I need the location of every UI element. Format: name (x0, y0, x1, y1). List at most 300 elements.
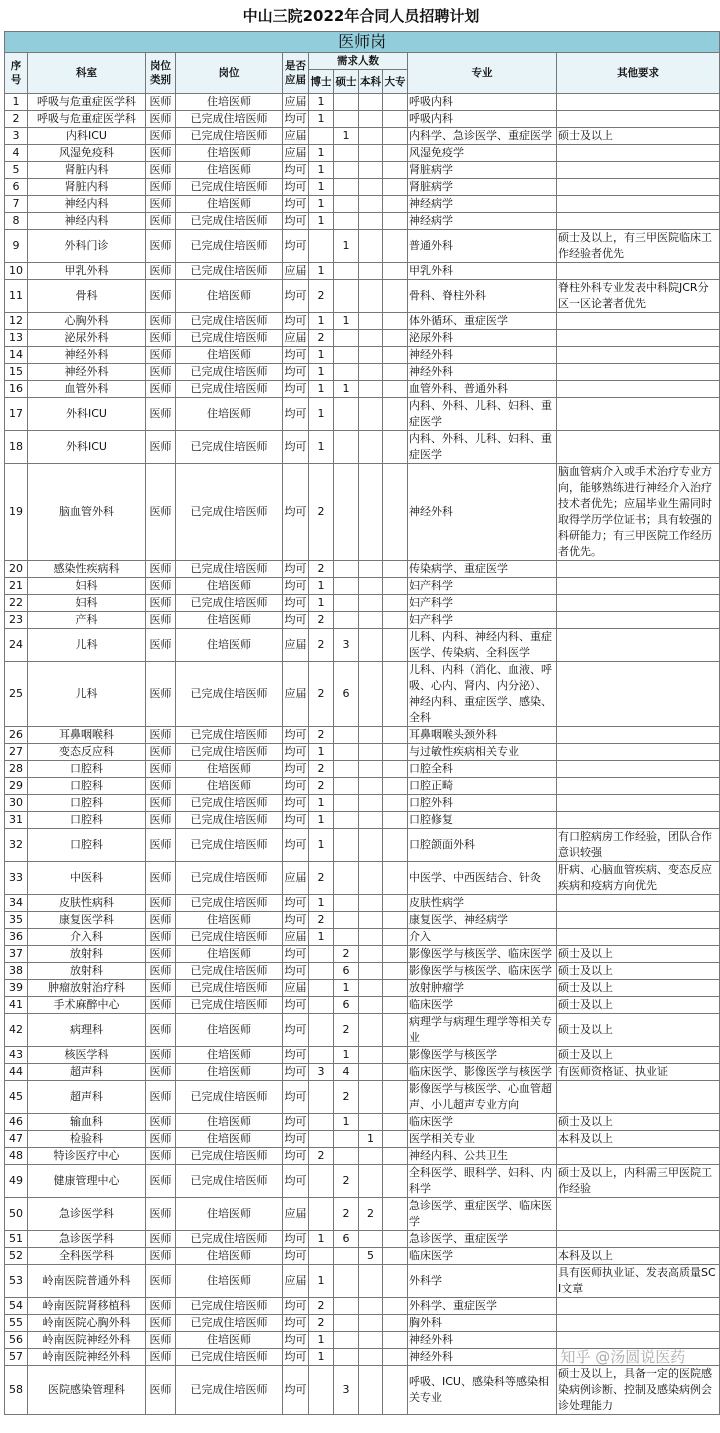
cell-master (334, 561, 359, 578)
cell-position: 已完成住培医师 (176, 263, 283, 280)
cell-category: 医师 (146, 929, 176, 946)
header-other: 其他要求 (557, 53, 720, 94)
cell-college (383, 381, 408, 398)
cell-other: 硕士及以上 (557, 1114, 720, 1131)
cell-position: 住培医师 (176, 1064, 283, 1081)
cell-other (557, 1349, 720, 1366)
cell-dept: 神经外科 (28, 347, 146, 364)
cell-position: 住培医师 (176, 1332, 283, 1349)
cell-phd (309, 997, 334, 1014)
header-seq: 序号 (5, 53, 28, 94)
cell-other (557, 778, 720, 795)
cell-seq: 30 (5, 795, 28, 812)
cell-bachelor: 1 (359, 1131, 383, 1148)
cell-position: 已完成住培医师 (176, 929, 283, 946)
cell-other (557, 561, 720, 578)
table-row (5, 862, 720, 895)
cell-bachelor (359, 1315, 383, 1332)
cell-seq: 51 (5, 1231, 28, 1248)
cell-other (557, 1332, 720, 1349)
cell-other (557, 812, 720, 829)
cell-college (383, 280, 408, 313)
cell-college (383, 895, 408, 912)
cell-bachelor (359, 963, 383, 980)
cell-master (334, 929, 359, 946)
cell-fresh: 均可 (283, 1332, 309, 1349)
cell-category: 医师 (146, 1165, 176, 1198)
header-bachelor: 本科 (359, 70, 383, 94)
cell-seq: 4 (5, 145, 28, 162)
cell-category: 医师 (146, 94, 176, 111)
column-header-row (5, 53, 720, 70)
cell-dept: 儿科 (28, 629, 146, 662)
cell-dept: 变态反应科 (28, 744, 146, 761)
cell-major: 泌尿外科 (408, 330, 557, 347)
cell-position: 住培医师 (176, 1114, 283, 1131)
header-college: 大专 (383, 70, 408, 94)
cell-category: 医师 (146, 1014, 176, 1047)
cell-other: 有医师资格证、执业证 (557, 1064, 720, 1081)
cell-bachelor (359, 1114, 383, 1131)
cell-major: 口腔外科 (408, 795, 557, 812)
cell-master (334, 744, 359, 761)
cell-fresh: 均可 (283, 196, 309, 213)
table-row (5, 946, 720, 963)
cell-dept: 骨科 (28, 280, 146, 313)
cell-fresh: 应届 (283, 1265, 309, 1298)
cell-seq: 8 (5, 213, 28, 230)
cell-phd: 2 (309, 330, 334, 347)
cell-major: 胸外科 (408, 1315, 557, 1332)
cell-college (383, 862, 408, 895)
cell-position: 已完成住培医师 (176, 561, 283, 578)
cell-bachelor (359, 1081, 383, 1114)
cell-phd (309, 946, 334, 963)
cell-major: 病理学与病理生理学等相关专业 (408, 1014, 557, 1047)
cell-category: 医师 (146, 1366, 176, 1415)
cell-college (383, 464, 408, 561)
cell-major: 影像医学与核医学、心血管超声、小儿超声专业方向 (408, 1081, 557, 1114)
cell-bachelor (359, 464, 383, 561)
cell-category: 医师 (146, 1349, 176, 1366)
cell-major: 口腔正畸 (408, 778, 557, 795)
header-master: 硕士 (334, 70, 359, 94)
cell-fresh: 均可 (283, 381, 309, 398)
cell-phd: 1 (309, 196, 334, 213)
cell-major: 临床医学 (408, 997, 557, 1014)
cell-seq: 23 (5, 612, 28, 629)
cell-bachelor (359, 162, 383, 179)
cell-fresh: 均可 (283, 595, 309, 612)
cell-phd: 1 (309, 595, 334, 612)
cell-fresh: 均可 (283, 812, 309, 829)
table-row (5, 464, 720, 561)
cell-position: 已完成住培医师 (176, 213, 283, 230)
cell-college (383, 595, 408, 612)
cell-category: 医师 (146, 761, 176, 778)
cell-major: 呼吸、ICU、感染科等感染相关专业 (408, 1366, 557, 1415)
cell-position: 住培医师 (176, 398, 283, 431)
cell-category: 医师 (146, 179, 176, 196)
cell-major: 临床医学 (408, 1248, 557, 1265)
cell-master (334, 829, 359, 862)
table-row (5, 364, 720, 381)
table-row (5, 1047, 720, 1064)
cell-dept: 放射科 (28, 963, 146, 980)
cell-bachelor (359, 179, 383, 196)
cell-bachelor (359, 595, 383, 612)
cell-seq: 41 (5, 997, 28, 1014)
cell-phd: 1 (309, 1265, 334, 1298)
table-row (5, 263, 720, 280)
cell-bachelor (359, 196, 383, 213)
cell-major: 神经外科 (408, 347, 557, 364)
cell-other (557, 94, 720, 111)
cell-phd: 2 (309, 1315, 334, 1332)
cell-fresh: 应届 (283, 662, 309, 727)
cell-category: 医师 (146, 313, 176, 330)
cell-other (557, 629, 720, 662)
cell-phd (309, 1131, 334, 1148)
cell-seq: 13 (5, 330, 28, 347)
cell-category: 医师 (146, 778, 176, 795)
cell-dept: 感染性疾病科 (28, 561, 146, 578)
cell-other (557, 431, 720, 464)
recruitment-table (4, 31, 720, 1415)
cell-phd: 1 (309, 347, 334, 364)
cell-category: 医师 (146, 1064, 176, 1081)
cell-phd: 1 (309, 929, 334, 946)
cell-seq: 24 (5, 629, 28, 662)
cell-college (383, 398, 408, 431)
cell-seq: 11 (5, 280, 28, 313)
cell-bachelor (359, 1349, 383, 1366)
cell-master (334, 111, 359, 128)
cell-fresh: 应届 (283, 145, 309, 162)
cell-position: 已完成住培医师 (176, 364, 283, 381)
cell-bachelor (359, 1165, 383, 1198)
cell-seq: 36 (5, 929, 28, 946)
cell-seq: 20 (5, 561, 28, 578)
cell-college (383, 145, 408, 162)
cell-category: 医师 (146, 1315, 176, 1332)
cell-other (557, 179, 720, 196)
cell-bachelor (359, 280, 383, 313)
cell-phd: 2 (309, 280, 334, 313)
table-row (5, 347, 720, 364)
cell-college (383, 829, 408, 862)
table-row (5, 1131, 720, 1148)
cell-major: 全科医学、眼科学、妇科、内科学 (408, 1165, 557, 1198)
cell-seq: 34 (5, 895, 28, 912)
cell-master (334, 578, 359, 595)
cell-college (383, 1332, 408, 1349)
cell-master (334, 895, 359, 912)
cell-position: 已完成住培医师 (176, 980, 283, 997)
cell-seq: 7 (5, 196, 28, 213)
cell-major: 风湿免疫学 (408, 145, 557, 162)
cell-bachelor (359, 980, 383, 997)
cell-fresh: 均可 (283, 398, 309, 431)
cell-seq: 47 (5, 1131, 28, 1148)
cell-category: 医师 (146, 1047, 176, 1064)
cell-dept: 肿瘤放射治疗科 (28, 980, 146, 997)
cell-master: 1 (334, 1114, 359, 1131)
cell-bachelor (359, 111, 383, 128)
cell-phd (309, 1114, 334, 1131)
table-row (5, 1231, 720, 1248)
cell-fresh: 均可 (283, 1248, 309, 1265)
cell-major: 呼吸内科 (408, 111, 557, 128)
cell-fresh: 均可 (283, 431, 309, 464)
cell-bachelor (359, 812, 383, 829)
table-row (5, 280, 720, 313)
cell-category: 医师 (146, 595, 176, 612)
cell-category: 医师 (146, 111, 176, 128)
cell-seq: 33 (5, 862, 28, 895)
cell-dept: 肾脏内科 (28, 179, 146, 196)
cell-phd: 1 (309, 94, 334, 111)
cell-category: 医师 (146, 1131, 176, 1148)
cell-position: 住培医师 (176, 347, 283, 364)
cell-college (383, 347, 408, 364)
cell-dept: 岭南医院心胸外科 (28, 1315, 146, 1332)
cell-other: 硕士及以上，有三甲医院临床工作经验者优先 (557, 230, 720, 263)
cell-other (557, 162, 720, 179)
cell-other (557, 1081, 720, 1114)
cell-bachelor (359, 431, 383, 464)
cell-major: 外科学 (408, 1265, 557, 1298)
cell-position: 已完成住培医师 (176, 727, 283, 744)
cell-seq: 28 (5, 761, 28, 778)
cell-position: 已完成住培医师 (176, 744, 283, 761)
document-title: 中山三院2022年合同人员招聘计划 (242, 7, 480, 25)
cell-category: 医师 (146, 727, 176, 744)
cell-college (383, 629, 408, 662)
cell-college (383, 761, 408, 778)
cell-master (334, 330, 359, 347)
cell-phd: 2 (309, 629, 334, 662)
cell-fresh: 均可 (283, 946, 309, 963)
cell-major: 口腔修复 (408, 812, 557, 829)
cell-dept: 放射科 (28, 946, 146, 963)
cell-master (334, 196, 359, 213)
cell-college (383, 1231, 408, 1248)
cell-college (383, 946, 408, 963)
cell-phd: 1 (309, 162, 334, 179)
cell-dept: 脑血管外科 (28, 464, 146, 561)
cell-college (383, 111, 408, 128)
cell-bachelor: 2 (359, 1198, 383, 1231)
cell-master (334, 94, 359, 111)
cell-category: 医师 (146, 1081, 176, 1114)
cell-bachelor (359, 263, 383, 280)
table-row (5, 431, 720, 464)
cell-seq: 54 (5, 1298, 28, 1315)
cell-seq: 35 (5, 912, 28, 929)
cell-other: 肝病、心脑血管疾病、变态反应疾病和疫病方向优先 (557, 862, 720, 895)
header-dept: 科室 (28, 53, 146, 94)
table-row (5, 1349, 720, 1366)
cell-bachelor (359, 145, 383, 162)
cell-seq: 9 (5, 230, 28, 263)
cell-fresh: 均可 (283, 1064, 309, 1081)
cell-major: 神经病学 (408, 196, 557, 213)
cell-master (334, 912, 359, 929)
cell-other (557, 662, 720, 727)
cell-position: 已完成住培医师 (176, 662, 283, 727)
cell-category: 医师 (146, 145, 176, 162)
cell-phd (309, 1047, 334, 1064)
cell-position: 住培医师 (176, 629, 283, 662)
cell-dept: 血管外科 (28, 381, 146, 398)
cell-category: 医师 (146, 1265, 176, 1298)
cell-phd (309, 1014, 334, 1047)
cell-phd (309, 963, 334, 980)
cell-category: 医师 (146, 1332, 176, 1349)
table-row (5, 795, 720, 812)
cell-position: 已完成住培医师 (176, 1148, 283, 1165)
cell-bachelor (359, 313, 383, 330)
header-category: 岗位类别 (146, 53, 176, 94)
cell-bachelor (359, 561, 383, 578)
cell-other: 硕士及以上 (557, 128, 720, 145)
cell-category: 医师 (146, 744, 176, 761)
cell-seq: 58 (5, 1366, 28, 1415)
table-row (5, 1114, 720, 1131)
cell-category: 医师 (146, 578, 176, 595)
cell-position: 住培医师 (176, 145, 283, 162)
cell-phd: 2 (309, 778, 334, 795)
table-row (5, 912, 720, 929)
cell-phd: 1 (309, 431, 334, 464)
cell-college (383, 431, 408, 464)
cell-major: 内科、外科、儿科、妇科、重症医学 (408, 398, 557, 431)
cell-fresh: 应届 (283, 330, 309, 347)
table-row (5, 145, 720, 162)
cell-master (334, 179, 359, 196)
cell-dept: 呼吸与危重症医学科 (28, 111, 146, 128)
table-row (5, 94, 720, 111)
cell-dept: 康复医学科 (28, 912, 146, 929)
cell-fresh: 均可 (283, 1148, 309, 1165)
cell-college (383, 364, 408, 381)
cell-dept: 口腔科 (28, 778, 146, 795)
cell-fresh: 均可 (283, 1231, 309, 1248)
cell-dept: 产科 (28, 612, 146, 629)
cell-seq: 25 (5, 662, 28, 727)
cell-dept: 急诊医学科 (28, 1198, 146, 1231)
table-row (5, 561, 720, 578)
cell-phd: 1 (309, 213, 334, 230)
cell-major: 血管外科、普通外科 (408, 381, 557, 398)
cell-seq: 17 (5, 398, 28, 431)
cell-major: 肾脏病学 (408, 179, 557, 196)
cell-bachelor (359, 895, 383, 912)
cell-seq: 19 (5, 464, 28, 561)
cell-dept: 岭南医院普通外科 (28, 1265, 146, 1298)
cell-dept: 超声科 (28, 1081, 146, 1114)
cell-major: 妇产科学 (408, 595, 557, 612)
header-position: 岗位 (176, 53, 283, 94)
cell-seq: 46 (5, 1114, 28, 1131)
cell-college (383, 744, 408, 761)
cell-bachelor: 5 (359, 1248, 383, 1265)
section-header-row (5, 32, 720, 53)
cell-category: 医师 (146, 381, 176, 398)
cell-master (334, 1298, 359, 1315)
cell-category: 医师 (146, 912, 176, 929)
cell-fresh: 均可 (283, 347, 309, 364)
cell-category: 医师 (146, 963, 176, 980)
cell-master: 1 (334, 381, 359, 398)
cell-position: 已完成住培医师 (176, 1315, 283, 1332)
cell-seq: 56 (5, 1332, 28, 1349)
cell-other (557, 578, 720, 595)
cell-position: 已完成住培医师 (176, 431, 283, 464)
table-row (5, 727, 720, 744)
cell-fresh: 均可 (283, 1298, 309, 1315)
cell-master: 3 (334, 1366, 359, 1415)
cell-master (334, 398, 359, 431)
cell-master: 1 (334, 230, 359, 263)
table-row (5, 128, 720, 145)
cell-position: 已完成住培医师 (176, 595, 283, 612)
cell-seq: 42 (5, 1014, 28, 1047)
cell-seq: 3 (5, 128, 28, 145)
cell-major: 临床医学 (408, 1114, 557, 1131)
cell-fresh: 均可 (283, 313, 309, 330)
cell-position: 已完成住培医师 (176, 330, 283, 347)
table-row (5, 612, 720, 629)
cell-bachelor (359, 612, 383, 629)
cell-seq: 48 (5, 1148, 28, 1165)
table-row (5, 1298, 720, 1315)
table-row (5, 196, 720, 213)
cell-other (557, 1198, 720, 1231)
cell-major: 急诊医学、重症医学 (408, 1231, 557, 1248)
cell-fresh: 均可 (283, 1081, 309, 1114)
cell-other (557, 1231, 720, 1248)
cell-dept: 泌尿外科 (28, 330, 146, 347)
cell-category: 医师 (146, 330, 176, 347)
cell-category: 医师 (146, 812, 176, 829)
cell-major: 传染病学、重症医学 (408, 561, 557, 578)
cell-college (383, 1366, 408, 1415)
cell-phd: 1 (309, 829, 334, 862)
cell-position: 住培医师 (176, 778, 283, 795)
cell-dept: 病理科 (28, 1014, 146, 1047)
table-row (5, 1265, 720, 1298)
cell-seq: 45 (5, 1081, 28, 1114)
cell-phd: 1 (309, 744, 334, 761)
cell-major: 骨科、脊柱外科 (408, 280, 557, 313)
cell-position: 已完成住培医师 (176, 381, 283, 398)
cell-dept: 手术麻醉中心 (28, 997, 146, 1014)
cell-category: 医师 (146, 1114, 176, 1131)
cell-dept: 岭南医院肾移植科 (28, 1298, 146, 1315)
cell-other: 硕士及以上，具备一定的医院感染病例诊断、控制及感染病例会诊处理能力 (557, 1366, 720, 1415)
cell-phd: 1 (309, 263, 334, 280)
cell-other: 硕士及以上 (557, 1047, 720, 1064)
cell-fresh: 应届 (283, 862, 309, 895)
cell-phd (309, 1165, 334, 1198)
cell-seq: 15 (5, 364, 28, 381)
cell-fresh: 均可 (283, 997, 309, 1014)
cell-other (557, 347, 720, 364)
cell-position: 已完成住培医师 (176, 829, 283, 862)
cell-seq: 49 (5, 1165, 28, 1198)
